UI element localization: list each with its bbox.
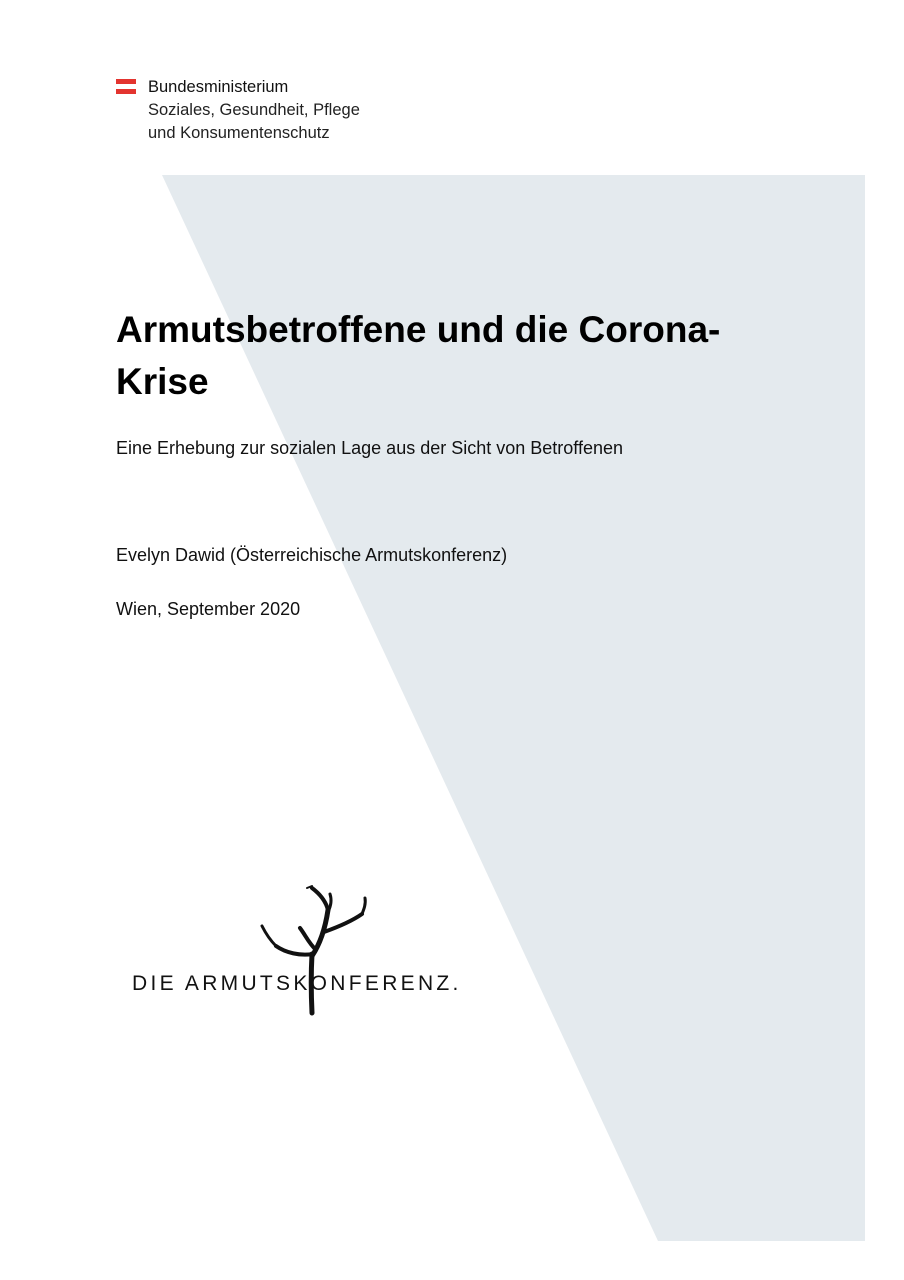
ministry-name-line-2: Soziales, Gesundheit, Pflege bbox=[148, 101, 360, 119]
ministry-name-line-1: Bundesministerium bbox=[148, 78, 289, 96]
document-subtitle: Eine Erhebung zur sozialen Lage aus der Sicht von Betroffenen bbox=[116, 438, 624, 458]
ministry-name-line-3: und Konsumentenschutz bbox=[148, 124, 330, 142]
document-place-date: Wien, September 2020 bbox=[116, 599, 301, 619]
document-title: Armutsbetroffene und die Corona-Krise bbox=[116, 309, 721, 402]
document-author: Evelyn Dawid (Österreichische Armutskonferenz) bbox=[116, 545, 508, 565]
logo-wordmark: DIE ARMUTSKONFERENZ. bbox=[132, 972, 462, 995]
armutskonferenz-logo bbox=[130, 880, 480, 1020]
stick-figure-icon bbox=[130, 880, 480, 1020]
austrian-flag-icon bbox=[116, 79, 136, 94]
